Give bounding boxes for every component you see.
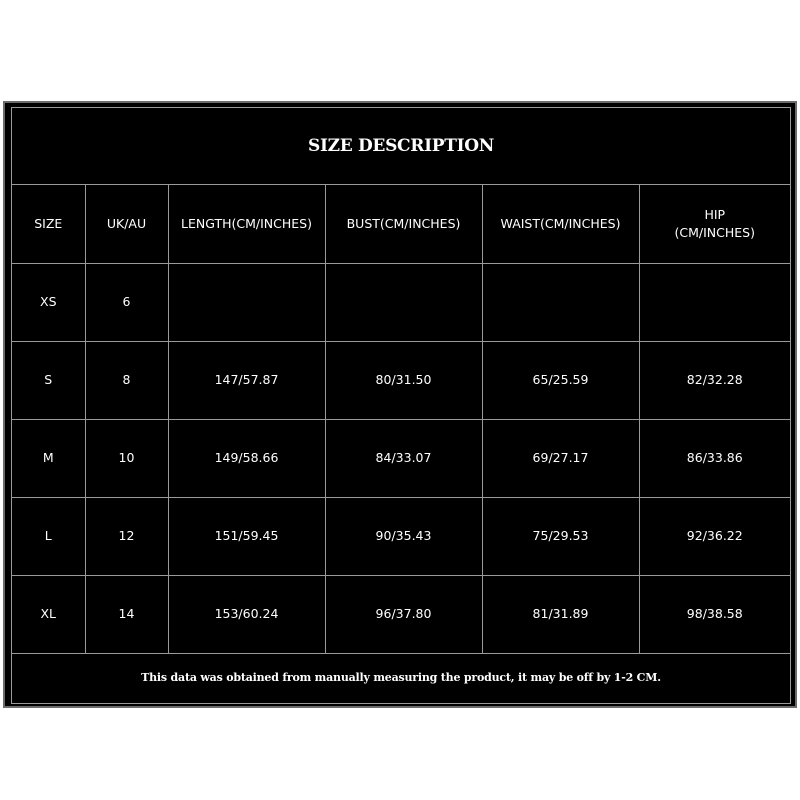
cell-uk-au: 10 (85, 419, 168, 497)
cell-waist: 81/31.89 (482, 575, 639, 653)
cell-uk-au: 12 (85, 497, 168, 575)
size-table (12, 185, 790, 654)
cell-length: 151/59.45 (168, 497, 325, 575)
cell-waist: 65/25.59 (482, 341, 639, 419)
cell-bust: 84/33.07 (325, 419, 482, 497)
table-row (12, 341, 790, 419)
cell-hip: 92/36.22 (639, 497, 790, 575)
table-row (12, 575, 790, 653)
cell-hip: 82/32.28 (639, 341, 790, 419)
cell-uk-au: 8 (85, 341, 168, 419)
cell-uk-au: 6 (85, 263, 168, 341)
measurement-disclaimer: This data was obtained from manually measuring the product, it may be off by 1-2 CM. (141, 670, 661, 684)
cell-bust: 80/31.50 (325, 341, 482, 419)
cell-hip: 98/38.58 (639, 575, 790, 653)
cell-size: L (12, 497, 85, 575)
cell-waist (482, 263, 639, 341)
cell-length: 153/60.24 (168, 575, 325, 653)
column-header-bust: BUST(CM/INCHES) (325, 185, 482, 263)
cell-bust: 96/37.80 (325, 575, 482, 653)
column-header-waist: WAIST(CM/INCHES) (482, 185, 639, 263)
cell-uk-au: 14 (85, 575, 168, 653)
cell-size: M (12, 419, 85, 497)
cell-waist: 75/29.53 (482, 497, 639, 575)
size-chart-inner (11, 107, 791, 704)
column-header-hip: HIP (CM/INCHES) (639, 185, 790, 263)
cell-size: S (12, 341, 85, 419)
table-header-row (12, 185, 790, 263)
cell-hip (639, 263, 790, 341)
cell-bust: 90/35.43 (325, 497, 482, 575)
table-row (12, 263, 790, 341)
cell-length: 149/58.66 (168, 419, 325, 497)
size-chart-title: SIZE DESCRIPTION (12, 108, 790, 185)
column-header-length: LENGTH(CM/INCHES) (168, 185, 325, 263)
cell-hip: 86/33.86 (639, 419, 790, 497)
cell-length: 147/57.87 (168, 341, 325, 419)
column-header-uk-au: UK/AU (85, 185, 168, 263)
cell-waist: 69/27.17 (482, 419, 639, 497)
cell-size: XS (12, 263, 85, 341)
table-row (12, 419, 790, 497)
cell-bust (325, 263, 482, 341)
table-row (12, 497, 790, 575)
column-header-size: SIZE (12, 185, 85, 263)
cell-length (168, 263, 325, 341)
cell-size: XL (12, 575, 85, 653)
size-chart (3, 101, 797, 708)
